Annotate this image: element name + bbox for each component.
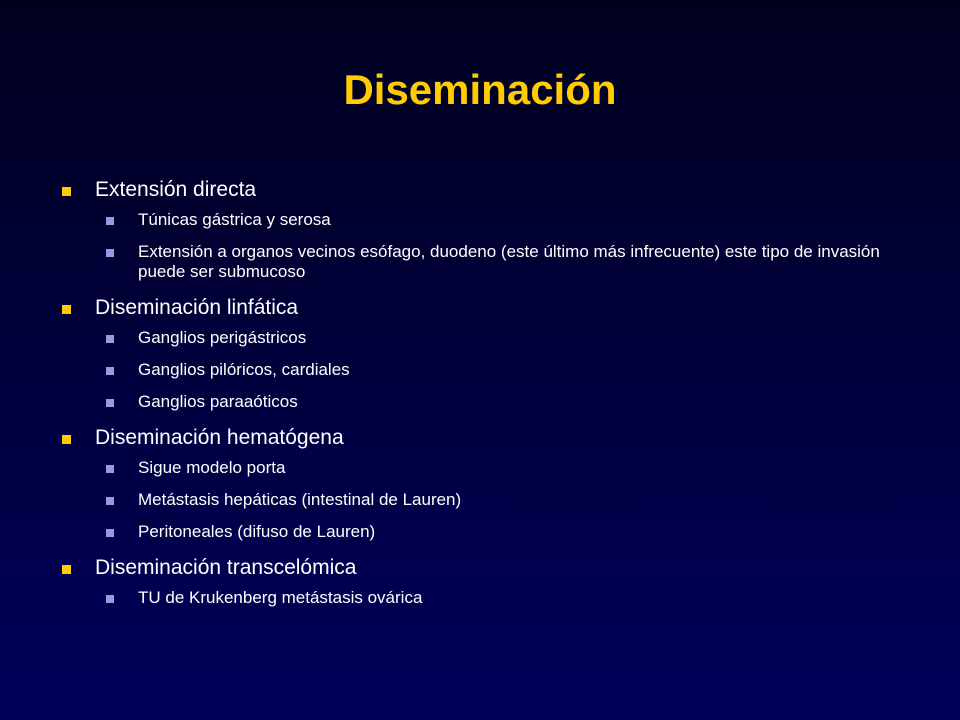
list-item-text: Extensión a organos vecinos esófago, duodeno (este último más infrecuente) este tipo de invasión puede ser submucoso [138, 242, 880, 281]
list-item-text: Túnicas gástrica y serosa [138, 210, 331, 229]
square-bullet-icon [62, 435, 71, 444]
list-item-text: Ganglios pilóricos, cardiales [138, 360, 350, 379]
square-bullet-icon [106, 529, 114, 537]
list-item [60, 588, 880, 608]
square-bullet-icon [106, 335, 114, 343]
list-item-text: Metástasis hepáticas (intestinal de Lauren) [138, 490, 462, 509]
section-heading-text: Diseminación hematógena [95, 426, 344, 449]
section-heading [60, 176, 880, 204]
list-item [60, 392, 880, 412]
square-bullet-icon [106, 217, 114, 225]
list-item [60, 458, 880, 478]
list-item [60, 242, 880, 282]
list-item-text: Sigue modelo porta [138, 458, 286, 477]
sub-list [60, 588, 880, 608]
sub-list [60, 328, 880, 412]
list-item-text: TU de Krukenberg metástasis ovárica [138, 588, 423, 607]
square-bullet-icon [106, 249, 114, 257]
square-bullet-icon [106, 367, 114, 375]
sub-list [60, 458, 880, 542]
square-bullet-icon [106, 595, 114, 603]
list-item-text: Ganglios paraaóticos [138, 392, 298, 411]
sub-list [60, 210, 880, 282]
square-bullet-icon [62, 305, 71, 314]
list-item [60, 522, 880, 542]
list-item [60, 328, 880, 348]
list-item-text: Peritoneales (difuso de Lauren) [138, 522, 376, 541]
list-item [60, 210, 880, 230]
section-heading [60, 424, 880, 452]
section-heading [60, 294, 880, 322]
square-bullet-icon [106, 497, 114, 505]
list-item-text: Ganglios perigástricos [138, 328, 307, 347]
section-heading-text: Diseminación linfática [95, 296, 299, 319]
section-heading-text: Extensión directa [95, 178, 257, 201]
square-bullet-icon [62, 565, 71, 574]
slide-title: Diseminación [343, 66, 617, 113]
section-heading-text: Diseminación transcelómica [95, 556, 357, 579]
list-item [60, 360, 880, 380]
list-item [60, 490, 880, 510]
square-bullet-icon [62, 187, 71, 196]
square-bullet-icon [106, 399, 114, 407]
square-bullet-icon [106, 465, 114, 473]
section-heading [60, 554, 880, 582]
bullet-content [60, 172, 880, 620]
